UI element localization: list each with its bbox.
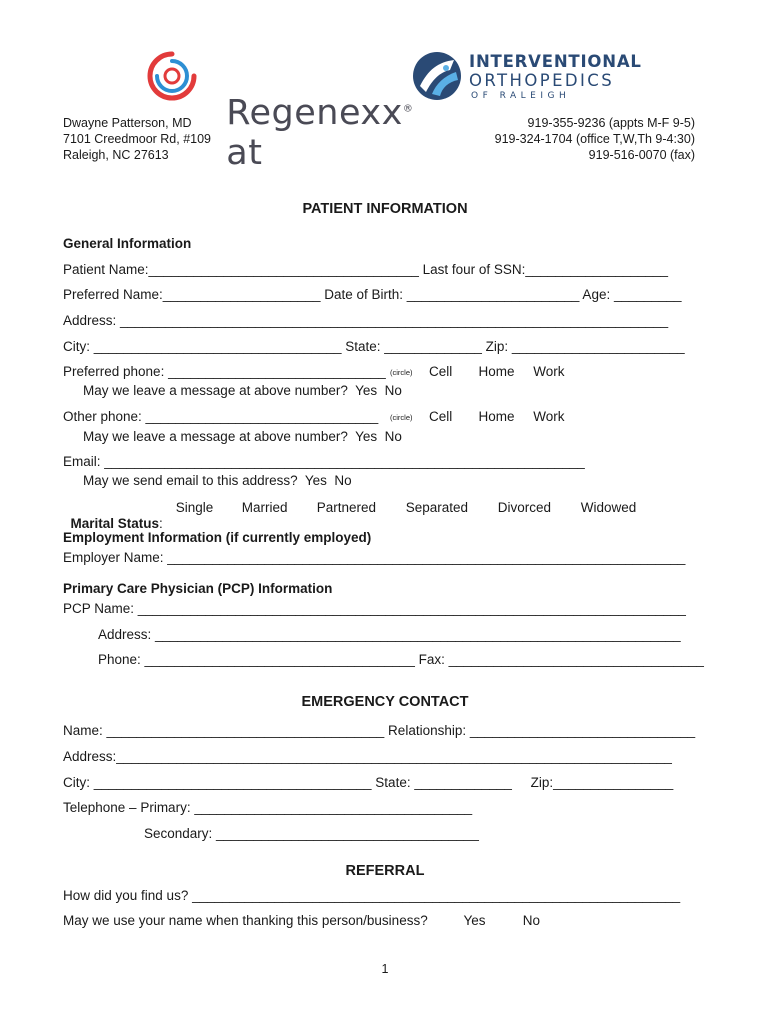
thank-referrer-question: May we use your name when thanking this person/business? bbox=[63, 913, 428, 928]
registered-mark: ® bbox=[402, 103, 414, 115]
interventional-orthopedics-logo-icon bbox=[410, 50, 465, 102]
doctor-name: Dwayne Patterson, MD bbox=[63, 116, 192, 130]
regenexx-wordmark bbox=[203, 53, 413, 173]
emergency-secondary-phone-field[interactable]: Secondary: ___________________________________ bbox=[144, 826, 479, 841]
marital-option-married[interactable]: Married bbox=[238, 500, 288, 515]
marital-option-partnered[interactable]: Partnered bbox=[313, 500, 377, 515]
pcp-phone-fax-field[interactable]: Phone: ____________________________________ Fax: __________________________________ bbox=[98, 652, 704, 667]
other-phone-message-question[interactable]: May we leave a message at above number? Yes No bbox=[83, 429, 402, 444]
pcp-name-field[interactable]: PCP Name: _________________________________________________________________________ bbox=[63, 601, 686, 616]
page-number: 1 bbox=[381, 962, 389, 976]
emergency-name-field[interactable]: Name: _____________________________________ Relationship: ______________________________ bbox=[63, 723, 696, 738]
office-phone: 919-324-1704 (office T,W,Th 9-4:30) bbox=[494, 132, 695, 146]
email-field[interactable]: Email: ________________________________________________________________ bbox=[63, 454, 585, 469]
preferred-phone-circle-note: (circle) bbox=[390, 368, 413, 377]
other-phone-circle-note: (circle) bbox=[390, 413, 413, 422]
marital-status-row bbox=[63, 500, 163, 532]
marital-option-separated[interactable]: Separated bbox=[402, 500, 469, 515]
regenexx-brand: Regenexx bbox=[226, 93, 403, 133]
emergency-city-field[interactable]: City: _____________________________________ State: _____________ Zip:________________ bbox=[63, 775, 674, 790]
patient-name-field[interactable]: Patient Name:____________________________________ Last four of SSN:___________________ bbox=[63, 262, 669, 277]
email-permission-question[interactable]: May we send email to this address? Yes No bbox=[83, 473, 352, 488]
patient-information-title: PATIENT INFORMATION bbox=[302, 201, 468, 217]
regenexx-logo-icon bbox=[146, 50, 198, 102]
city-state-zip-field[interactable]: City: _________________________________ State: _____________ Zip: _______________________ bbox=[63, 339, 685, 354]
referral-title: REFERRAL bbox=[345, 863, 425, 879]
partner-line1: INTERVENTIONAL bbox=[469, 52, 642, 71]
employer-name-field[interactable]: Employer Name: _____________________________________________________________________ bbox=[63, 550, 686, 565]
marital-status-label: Marital Status bbox=[70, 516, 160, 531]
thank-referrer-no-option[interactable]: No bbox=[519, 913, 541, 928]
emergency-contact-title: EMERGENCY CONTACT bbox=[301, 694, 469, 710]
referral-source-field[interactable]: How did you find us? _________________________________________________________________ bbox=[63, 888, 681, 903]
pcp-heading: Primary Care Physician (PCP) Information bbox=[63, 581, 333, 596]
preferred-phone-field[interactable]: Preferred phone: _____________________________ bbox=[63, 364, 386, 379]
fax-number: 919-516-0070 (fax) bbox=[588, 148, 695, 162]
marital-option-widowed[interactable]: Widowed bbox=[577, 500, 637, 515]
street-address: 7101 Creedmoor Rd, #109 bbox=[63, 132, 212, 146]
preferred-phone-type-options[interactable]: Cell Home Work bbox=[429, 364, 565, 379]
emergency-address-field[interactable]: Address:__________________________________________________________________________ bbox=[63, 749, 672, 764]
thank-referrer-yes-option[interactable]: Yes bbox=[460, 913, 486, 928]
address-field[interactable]: Address: _________________________________________________________________________ bbox=[63, 313, 669, 328]
general-information-heading: General Information bbox=[63, 236, 192, 251]
other-phone-field[interactable]: Other phone: _______________________________ bbox=[63, 409, 379, 424]
preferred-name-field[interactable]: Preferred Name:_____________________ Date of Birth: _______________________ Age: _________ bbox=[63, 287, 682, 302]
employment-heading: Employment Information (if currently employed) bbox=[63, 530, 372, 545]
marital-option-single[interactable]: Single bbox=[172, 500, 214, 515]
appointments-phone: 919-355-9236 (appts M-F 9-5) bbox=[527, 116, 695, 130]
pcp-address-field[interactable]: Address: ______________________________________________________________________ bbox=[98, 627, 681, 642]
emergency-primary-phone-field[interactable]: Telephone – Primary: _____________________________________ bbox=[63, 800, 473, 815]
marital-status-colon: : bbox=[159, 516, 163, 531]
logo-at: at bbox=[226, 133, 263, 173]
marital-option-divorced[interactable]: Divorced bbox=[494, 500, 552, 515]
other-phone-type-options[interactable]: Cell Home Work bbox=[429, 409, 565, 424]
partner-line2: ORTHOPEDICS bbox=[469, 71, 615, 90]
partner-line3: OF RALEIGH bbox=[471, 91, 571, 101]
preferred-phone-message-question[interactable]: May we leave a message at above number? Yes No bbox=[83, 383, 402, 398]
city-address: Raleigh, NC 27613 bbox=[63, 148, 169, 162]
